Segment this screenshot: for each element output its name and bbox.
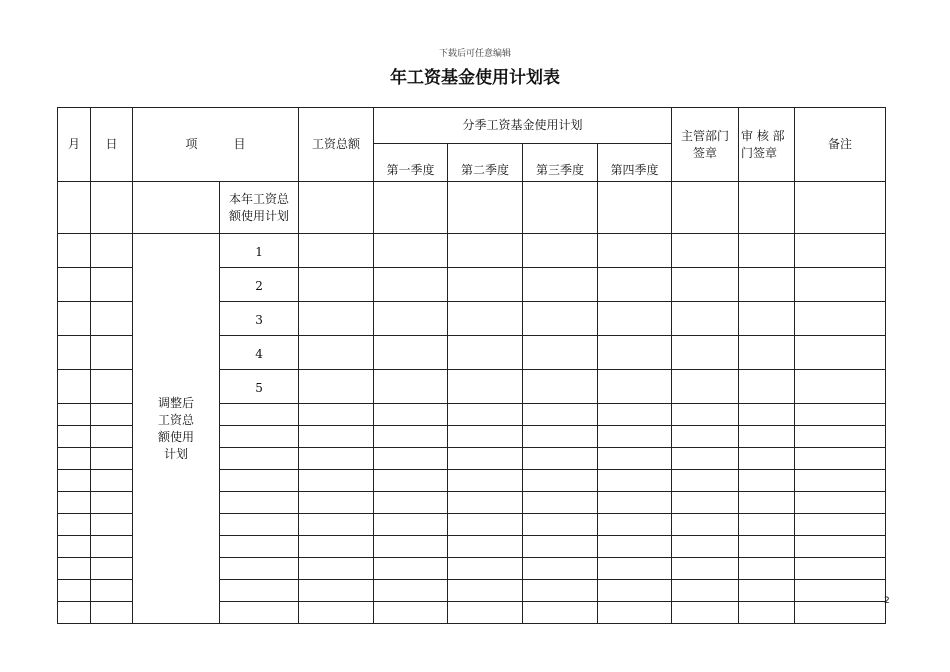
header-month: 月: [58, 108, 91, 182]
header-remarks: 备注: [795, 108, 886, 182]
page-number: 2: [884, 596, 890, 606]
document-title: 年工资基金使用计划表: [390, 68, 560, 88]
header-quarterly-plan: 分季工资基金使用计划: [374, 108, 672, 144]
adjustment-number: 1: [220, 234, 299, 268]
header-dept-seal: 主管部门签章: [672, 108, 739, 182]
adjusted-plan-label: 调整后工资总额使用计划: [133, 234, 220, 624]
header-note: 下载后可任意编辑: [438, 49, 511, 59]
annual-plan-label: 本年工资总额使用计划: [220, 182, 299, 234]
table-row: [58, 234, 886, 268]
header-day: 日: [91, 108, 133, 182]
header-review-seal: 审 核 部门签章: [739, 108, 795, 182]
wage-fund-plan-table: [57, 107, 886, 624]
header-row-1: [58, 108, 886, 144]
adjustment-number: 5: [220, 370, 299, 404]
header-total-wage: 工资总额: [299, 108, 374, 182]
header-item: 项 目: [133, 108, 299, 182]
adjustment-number: 3: [220, 302, 299, 336]
adjustment-number: 2: [220, 268, 299, 302]
header-q1: 第一季度: [374, 144, 448, 182]
header-q4: 第四季度: [598, 144, 672, 182]
table-row: [58, 182, 886, 234]
header-q2: 第二季度: [448, 144, 523, 182]
header-q3: 第三季度: [523, 144, 598, 182]
adjustment-number: 4: [220, 336, 299, 370]
